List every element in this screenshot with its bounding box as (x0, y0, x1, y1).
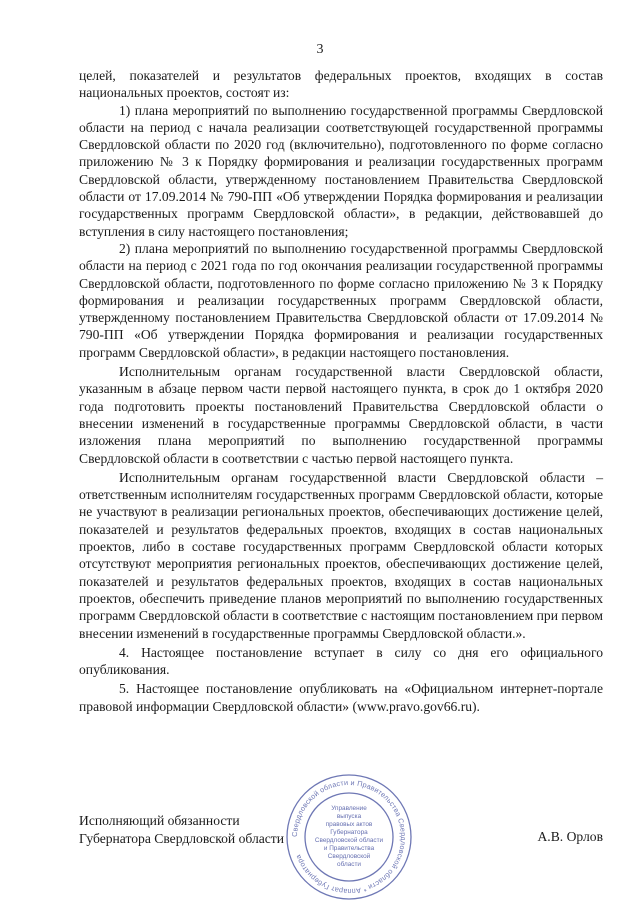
svg-text:выпуска: выпуска (336, 813, 362, 820)
paragraph-item-4: 4. Настоящее постановление вступает в силу со дня его официального опубликования. (79, 644, 603, 678)
official-seal (284, 772, 414, 902)
paragraph-continuation: целей, показателей и результатов федеральных проектов, входящих в состав национальных проектов, состоят из: (79, 68, 603, 101)
paragraph-plan-2: 2) плана мероприятий по выполнению государственной программы Свердловской области на период с 2021 года по год окончания реализации государственной программы Свердловской области, подготовленного по форме согласно приложению № 3 к Порядку формирования и реализации государственных программ Свердловской области, утвержденному постановлением Правительства Свердловской области от 17.09.2014 № 790-ПП «Об утверждении Порядка формирования и реализации государственных программ Свердловской области», в редакции настоящего постановления. (79, 240, 603, 360)
svg-text:Губернатора: Губернатора (330, 829, 368, 836)
document-body (79, 67, 603, 715)
svg-text:Управление: Управление (331, 805, 367, 812)
signatory-name: А.В. Орлов (537, 829, 603, 844)
svg-text:Свердловской области: Свердловской области (314, 837, 384, 844)
svg-text:Свердловской: Свердловской (327, 853, 371, 860)
page-number: 3 (316, 42, 324, 57)
signatory-position-line1: Исполняющий обязанности (79, 813, 240, 828)
signatory-position-line2: Губернатора Свердловской области (79, 831, 285, 846)
svg-text:и Правительства: и Правительства (323, 845, 375, 852)
seal-ring-text: Свердловской области и Правительства Свердловской области * Аппарат Губернатора (289, 777, 409, 897)
paragraph-responsible-executors: Исполнительным органам государственной власти Свердловской области – ответственным исполнителям государственных программ Свердловской области, которые не участвуют в реализации региональных проектов, обеспечивающих достижение целей, показателей и результатов федеральных проектов, входящих в состав национальных проектов, либо в составе государственных программ Свердловской области которых отсутствуют мероприятия региональных проектов, обеспечивающих достижение целей, показателей и результатов федеральных проектов, входящих в состав национальных проектов, обеспечить приведение планов мероприятий по выполнению государственных программ Свердловской области в соответствие с настоящим постановлением при первом внесении изменений в государственные программы Свердловской области.». (79, 469, 603, 641)
paragraph-item-5: 5. Настоящее постановление опубликовать на «Официальном интернет-портале правовой информации Свердловской области» (www.pravo.gov66.ru). (79, 681, 603, 714)
paragraph-plan-1: 1) плана мероприятий по выполнению государственной программы Свердловской области на период с начала реализации соответствующей государственной программы Свердловской области по 2020 год (включительно), подготовленного по форме согласно приложению № 3 к Порядку формирования и реализации государственных программ Свердловской области, утвержденному постановлением Правительства Свердловской области от 17.09.2014 № 790-ПП «Об утверждении Порядка формирования и реализации государственных программ Свердловской области», в редакции, действовавшей до вступления в силу настоящего постановления; (79, 102, 603, 239)
paragraph-executive-bodies: Исполнительным органам государственной власти Свердловской области, указанным в абзаце первом части первой настоящего пункта, в срок до 1 октября 2020 года подготовить проекты постановлений Правительства Свердловской области о внесении изменений в государственные программы Свердловской области, в части изложения плана мероприятий по выполнению государственной программы Свердловской области в соответствии с частью первой настоящего пункта. (79, 364, 603, 466)
svg-text:области: области (337, 861, 361, 868)
svg-text:правовых актов: правовых актов (325, 821, 373, 828)
